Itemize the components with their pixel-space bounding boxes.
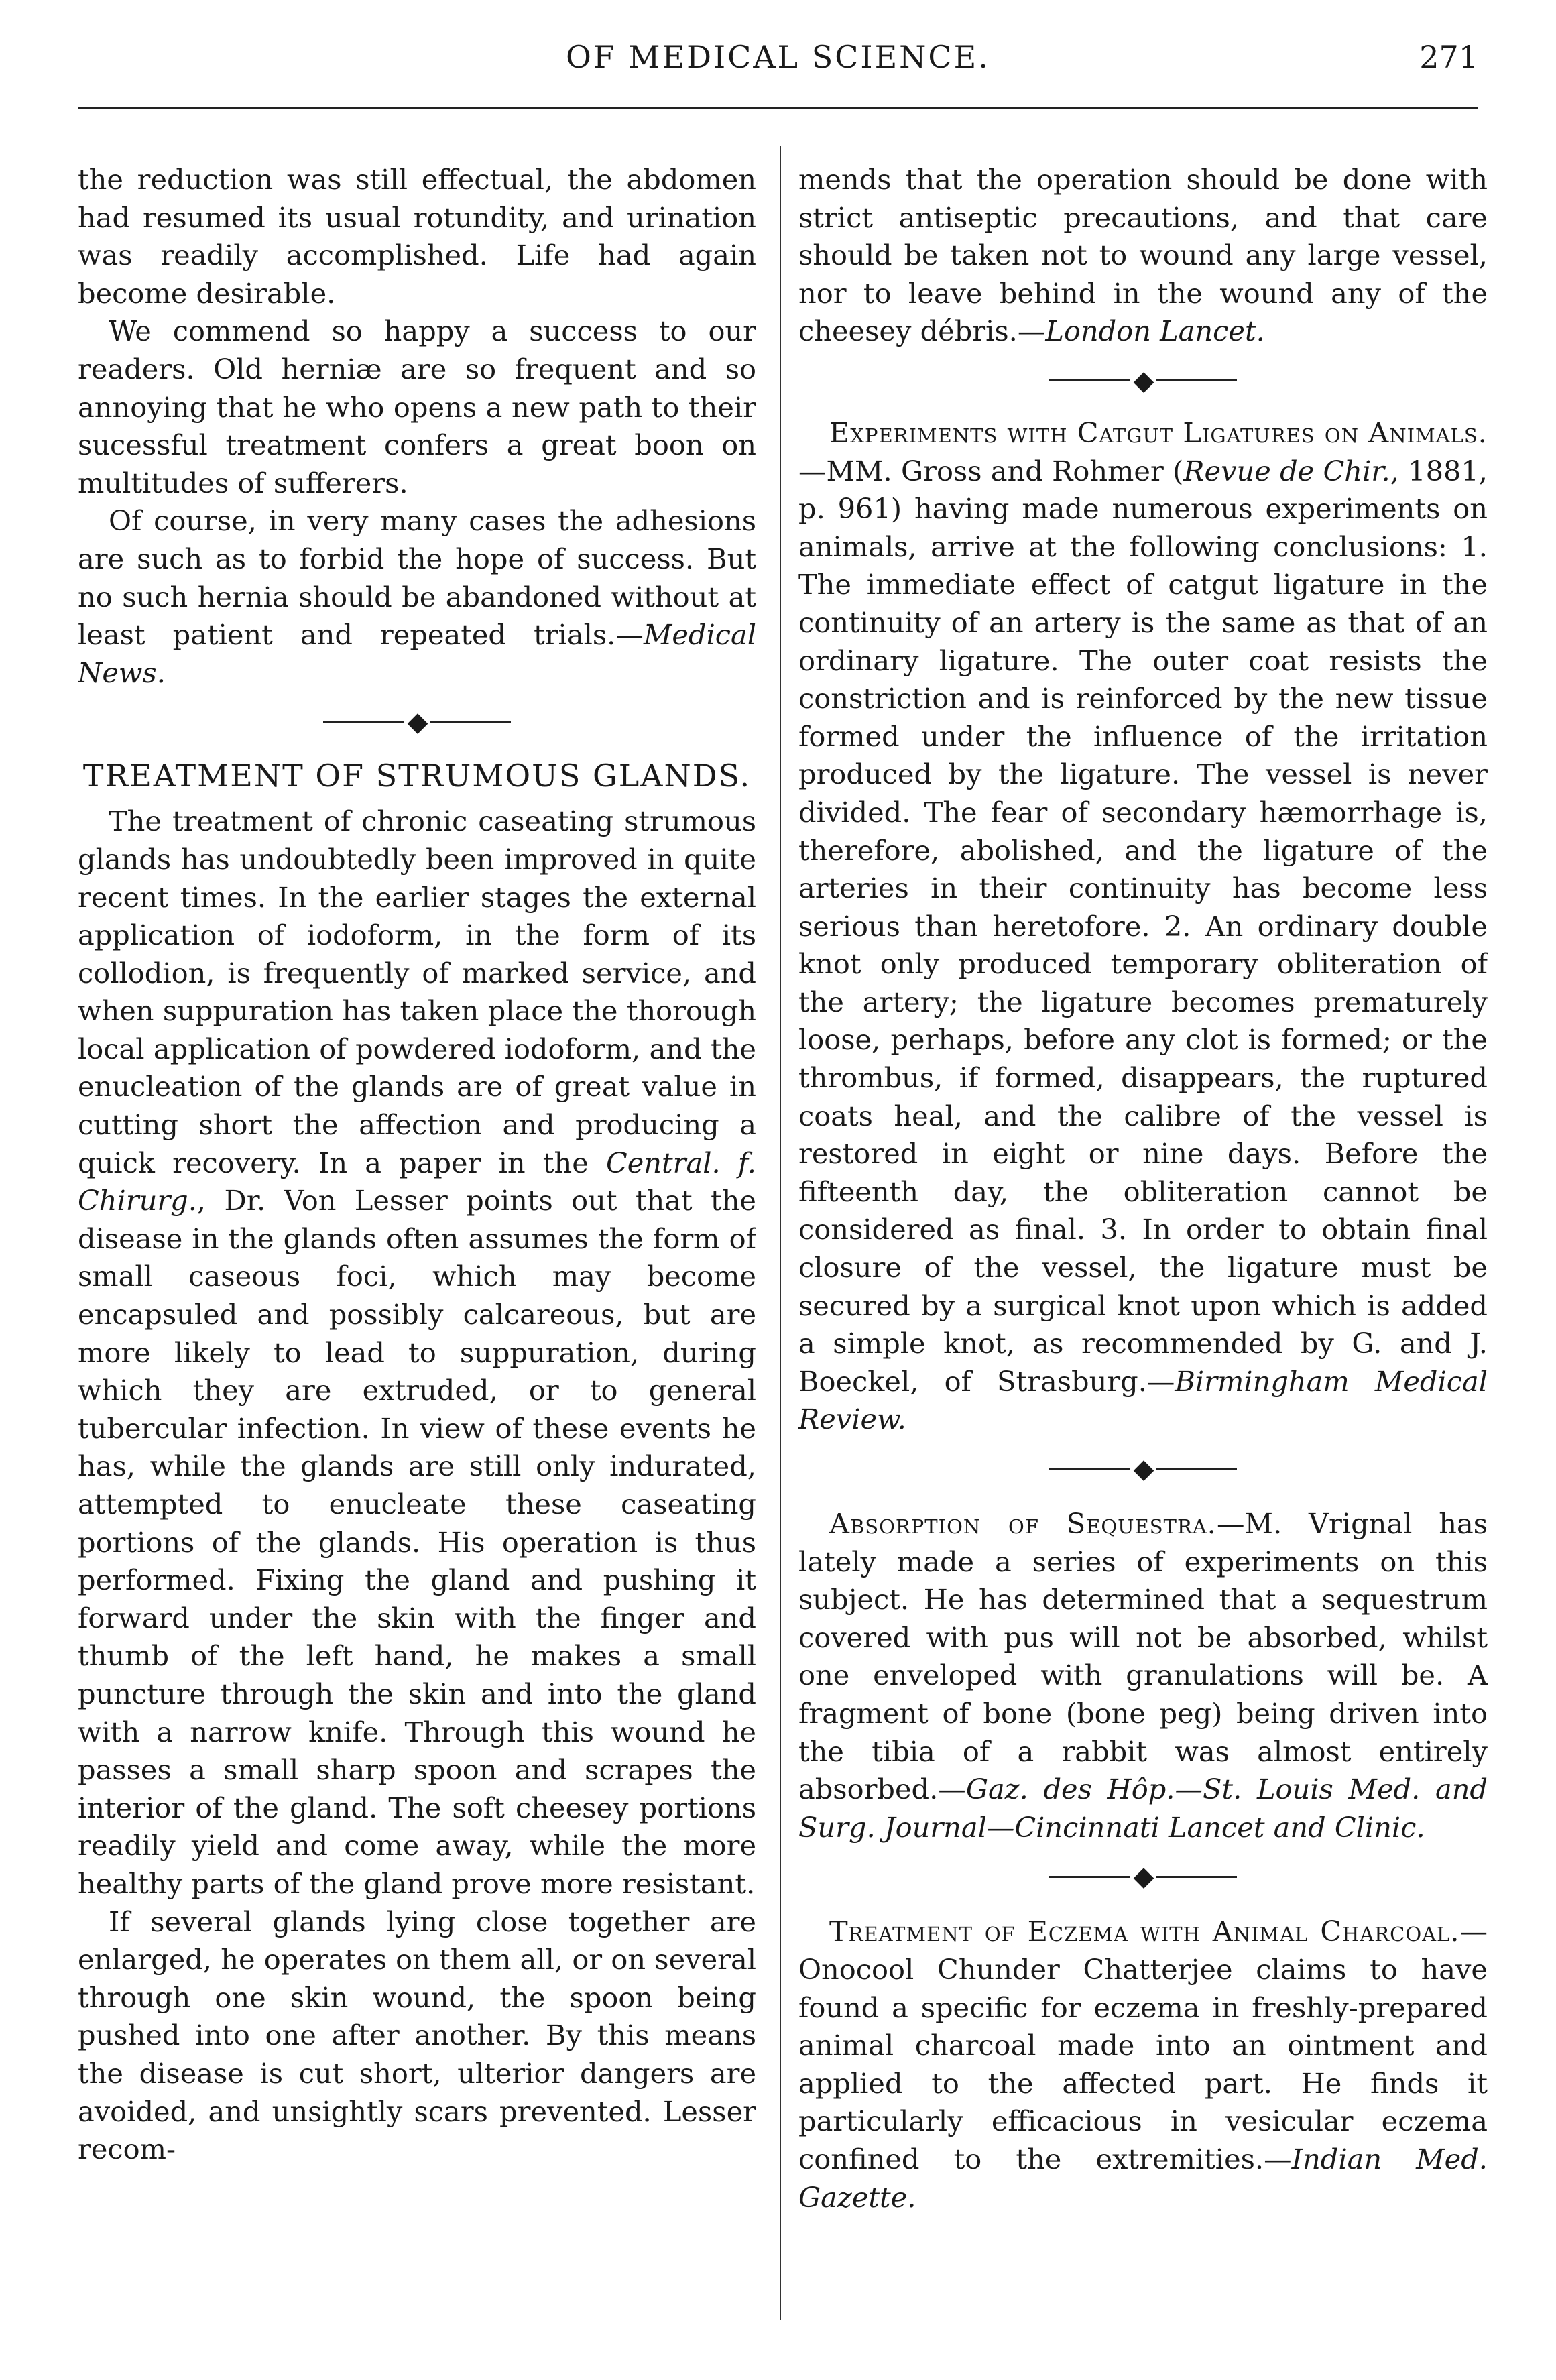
ornament-line: [1049, 379, 1130, 381]
ornament-line: [1156, 1468, 1237, 1470]
source-citation: Indian Med. Gazette.: [798, 2142, 1488, 2214]
journal-citation: Central. f. Chirurg.: [78, 1146, 756, 1217]
ornament-line: [323, 721, 404, 723]
ornament-diamond: ◆: [407, 707, 427, 738]
catgut-text-a: —MM. Gross and Rohmer (: [798, 454, 1184, 487]
ornament-line: [430, 721, 511, 723]
header-rule: [78, 107, 1478, 109]
section-ornament: [78, 707, 756, 738]
source-citation: London Lancet.: [1045, 314, 1265, 348]
column-divider: [780, 146, 781, 2320]
eczema-article: [798, 1913, 1488, 2216]
sequestra-text: —M. Vrignal has lately made a series of experiments on this subject. He has determined that a sequestrum covered with pus will not be absorbed, whilst one enveloped with granulations will be. A fragment of bone (bone peg) being driven into the tibia of a rabbit was almost entirely absorbed.—: [798, 1507, 1488, 1806]
source-citation: Medical News.: [78, 618, 756, 689]
strumous-text-b: , Dr. Von Lesser points out that the disease in the glands often assumes the form of small caseous foci, which may become encapsuled and possibly calcareous, but are more likely to lead to suppuration, during which they are extruded, or to general tubercular infection. In view of these events he has, while the glands are still only indurated, attempted to enucleate these caseating portions of the glands. His operation is thus performed. Fixing the gland and pushing it forward under the skin with the finger and thumb of the left hand, he makes a small puncture through the skin and into the gland with a narrow knife. Through this wound he passes a small sharp spoon and scrapes the interior of the gland. The soft cheesey portions readily yield and come away, while the more healthy parts of the gland prove more resistant.: [78, 1184, 756, 1900]
source-citation: Gaz. des Hôp.—St. Louis Med. and Surg. Journal—Cincinnati Lancet and Clinic.: [798, 1773, 1488, 1844]
strumous-text-a: The treatment of chronic caseating strumous glands has undoubtedly been improved in quite recent times. In the earlier stages the external application of iodoform, in the form of its collodion, is frequently of marked service, and when suppuration has taken place the thorough local application of powdered iodoform, and the enucleation of the glands are of great value in cutting short the affection and producing a quick recovery. In a paper in the: [78, 805, 756, 1179]
section-ornament: [798, 365, 1488, 394]
continuation-text: mends that the operation should be done with strict antiseptic precautions, and that care should be taken not to wound any large vessel, nor to leave behind in the wound any of the cheesey débris.—: [798, 163, 1488, 348]
several-glands-paragraph: If several glands lying close together are enlarged, he operates on them all, or on several through one skin wound, the spoon being pushed into one after another. By this means the disease is cut short, ulterior dangers are avoided, and unsightly scars prevented. Lesser recom-: [78, 1905, 756, 2166]
article-title: Treatment of Eczema with Animal Charcoal.: [829, 1915, 1460, 1948]
catgut-text-b: , 1881, p. 961) having made numerous experiments on animals, arrive at the following conclusions: 1. The immediate effect of catgut ligature in the continuity of an artery is the same as that of an ordinary ligature. The outer coat resists the constriction and is reinforced by the new tissue formed under the influence of the irritation produced by the ligature. The vessel is never divided. The fear of secondary hæmorrhage is, therefore, abolished, and the ligature of the arteries in their continuity has become less serious than heretofore. 2. An ordinary double knot only produced temporary obliteration of the artery; the ligature becomes prematurely loose, perhaps, before any clot is formed; or the thrombus, if formed, disappears, the ruptured coats heal, and the calibre of the vessel is restored in eight or nine days. Before the fifteenth day, the obliteration cannot be considered as final. 3. In order to obtain final closure of the vessel, the ligature must be secured by a surgical knot upon which is added a simple knot, as recommended by G. and J. Boeckel, of Strasburg.—: [798, 454, 1488, 1398]
article-title: Absorption of Sequestra.: [829, 1507, 1217, 1540]
page-header: [78, 39, 1478, 99]
strumous-glands-paragraph: [78, 802, 756, 1903]
left-column: [78, 161, 756, 2326]
ornament-line: [1049, 1876, 1130, 1878]
hernia-commendation-paragraph: We commend so happy a success to our readers. Old herniæ are so frequent and so annoying that he who opens a new path to their sucessful treatment confers a great boon on multitudes of sufferers.: [78, 314, 756, 499]
ornament-diamond: ◆: [1133, 365, 1153, 396]
section-ornament: [798, 1453, 1488, 1482]
ornament-line: [1049, 1468, 1130, 1470]
section-heading: TREATMENT OF STRUMOUS GLANDS.: [82, 758, 752, 794]
ornament-line: [1156, 379, 1237, 381]
source-citation: Birmingham Medical Review.: [798, 1364, 1488, 1436]
ornament-line: [1156, 1876, 1237, 1878]
eczema-text: —Onocool Chunder Chatterjee claims to have found a specific for eczema in freshly-prepared animal charcoal made into an ointment and applied to the affected part. He finds it particularly efficacious in vesicular eczema confined to the extremities.—: [798, 1915, 1488, 2176]
hernia-paragraph-end: the reduction was still effectual, the abdomen had resumed its usual rotundity, and urination was readily accomplished. Life had again become desirable.: [78, 163, 756, 310]
catgut-ligatures-article: [798, 414, 1488, 1439]
journal-citation: Revue de Chir.: [1183, 454, 1390, 487]
ornament-diamond: ◆: [1133, 1453, 1153, 1484]
strumous-continuation-paragraph: [798, 161, 1488, 351]
article-title: Experiments with Catgut Ligatures on Animals.: [829, 416, 1488, 449]
ornament-diamond: ◆: [1133, 1861, 1153, 1893]
page-number: 271: [1419, 39, 1478, 75]
sequestra-article: [798, 1505, 1488, 1846]
adhesions-text: Of course, in very many cases the adhesions are such as to forbid the hope of success. But no such hernia should be abandoned without at least patient and repeated trials.—: [78, 504, 756, 652]
hernia-adhesions-paragraph: [78, 502, 756, 692]
right-column: [798, 161, 1488, 2326]
running-head: OF MEDICAL SCIENCE.: [566, 39, 990, 75]
section-ornament: [798, 1861, 1488, 1893]
